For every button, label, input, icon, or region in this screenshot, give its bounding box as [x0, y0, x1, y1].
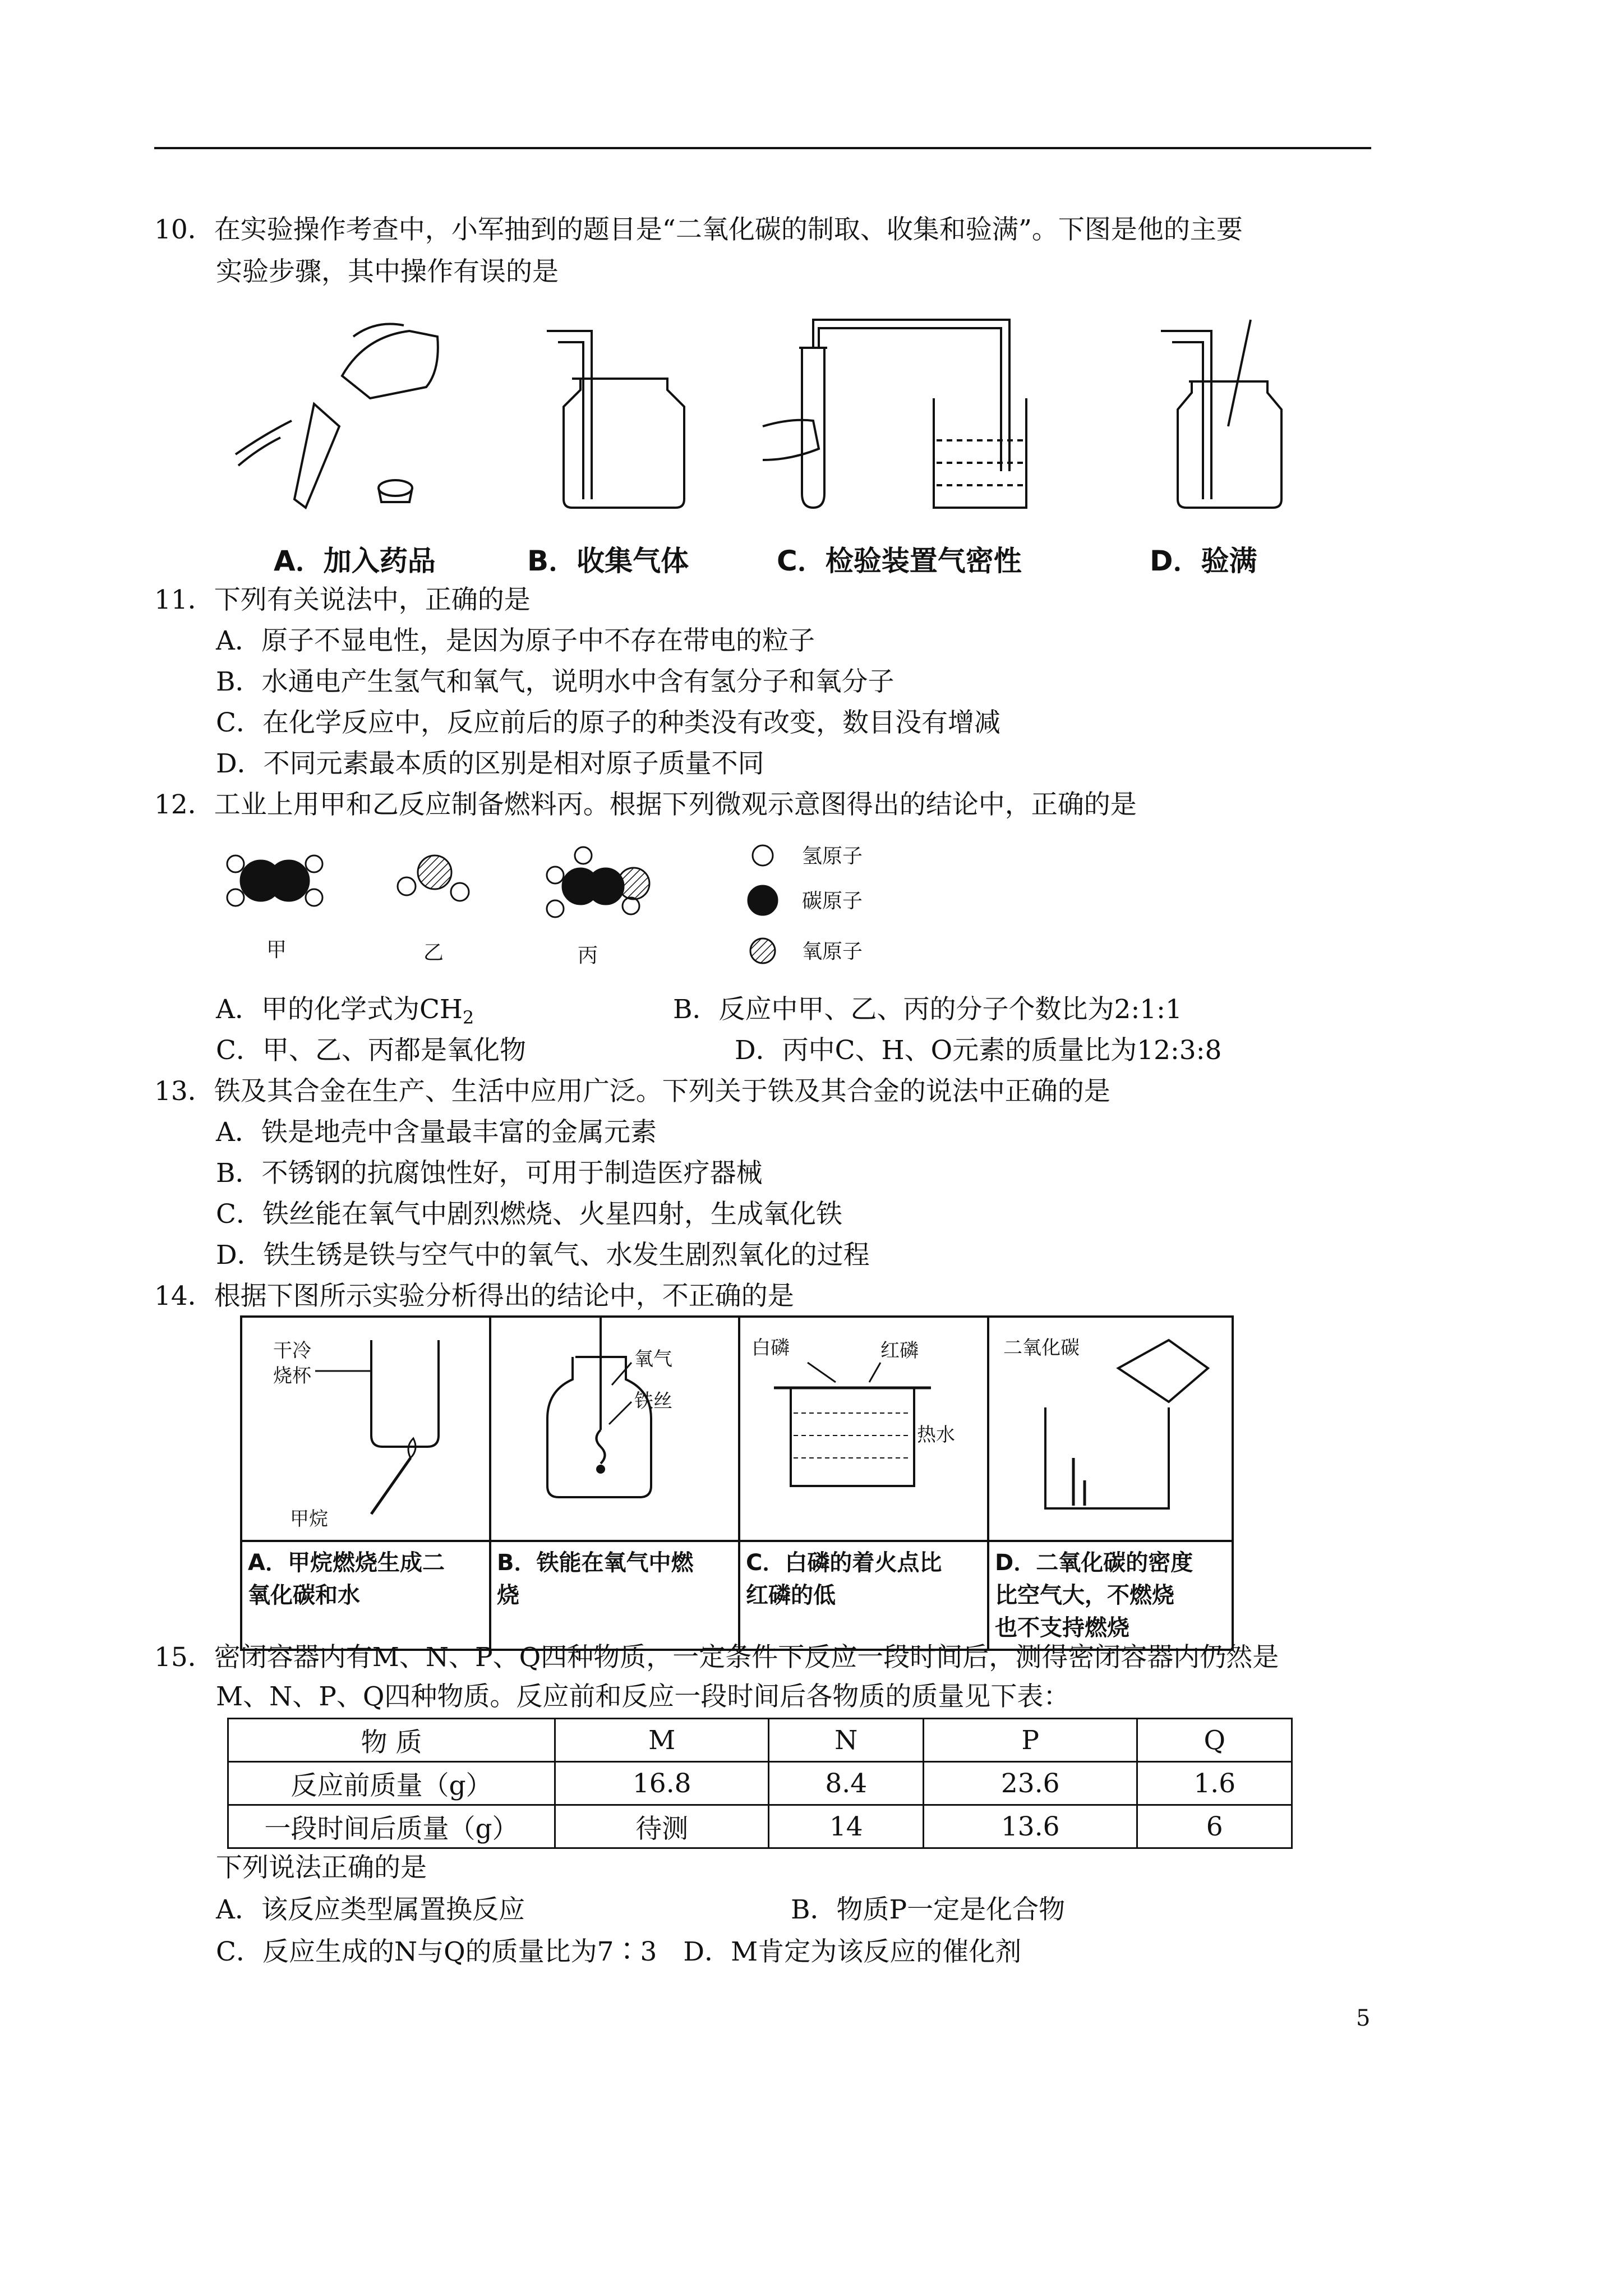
q13-option-b: B．不锈钢的抗腐蚀性好，可用于制造医疗器械 — [216, 1158, 763, 1189]
q10-stem-line2: 实验步骤，其中操作有误的是 — [216, 256, 559, 287]
q14-fig-a-label-methane: 甲烷 — [290, 1508, 328, 1530]
table-cell: 8.4 — [769, 1762, 924, 1805]
q15-prompt: 下列说法正确的是 — [216, 1852, 427, 1883]
q11-stem: 11．下列有关说法中，正确的是 — [154, 585, 531, 615]
q12-option-a: A．甲的化学式为$CH_2$ — [216, 994, 474, 1028]
q11-option-d: D．不同元素最本质的区别是相对原子质量不同 — [216, 748, 764, 779]
q14-fig-b — [490, 1317, 739, 1541]
q12-stem: 12．工业上用甲和乙反应制备燃料丙。根据下列微观示意图得出的结论中，正确的是 — [154, 789, 1137, 820]
q12-molecule-yi — [398, 855, 469, 901]
q15-option-cd: C．反应生成的N与Q的质量比为7∶3 D．M肯定为该反应的催化剂 — [216, 1936, 1022, 1967]
q15-stem-line2: M、N、P、Q四种物质。反应前和反应一段时间后各物质的质量见下表： — [216, 1681, 1070, 1712]
q12-molecule-diagram — [219, 830, 948, 982]
q12-molecule-bing — [547, 847, 649, 917]
q11-option-a: A．原子不显电性，是因为原子中不存在带电的粒子 — [216, 625, 815, 656]
q14-fig-c-label-red-p: 红磷 — [880, 1340, 919, 1362]
q15-option-b: B．物质P一定是化合物 — [791, 1894, 1066, 1925]
q10-label-b: B．收集气体 — [527, 545, 689, 577]
q13-stem: 13．铁及其合金在生产、生活中应用广泛。下列关于铁及其合金的说法中正确的是 — [154, 1076, 1110, 1107]
q12-legend — [748, 845, 777, 963]
q12-label-bing: 丙 — [578, 944, 598, 967]
q14-fig-c-label-hot-water: 热水 — [917, 1424, 955, 1446]
q14-fig-c-label-white-p: 白磷 — [751, 1337, 790, 1359]
table-header-cell: M — [555, 1719, 769, 1762]
q13-option-c: C．铁丝能在氧气中剧烈燃烧、火星四射，生成氧化铁 — [216, 1199, 842, 1230]
q14-experiment-table — [240, 1315, 1234, 1651]
q12-molecule-jia — [227, 855, 322, 906]
page-number: 5 — [1356, 2005, 1371, 2031]
q10-fig-c-airtight-check — [763, 320, 1026, 508]
table-header-cell: N — [769, 1719, 924, 1762]
q14-fig-a-label-beaker: 烧杯 — [273, 1365, 311, 1387]
q14-caption-b: B．铁能在氧气中燃 烧 — [490, 1541, 739, 1650]
q13-option-a: A．铁是地壳中含量最丰富的金属元素 — [216, 1117, 657, 1148]
q14-fig-b-label-iron: 铁丝 — [634, 1390, 672, 1412]
q14-fig-b-label-oxygen: 氧气 — [634, 1348, 672, 1370]
q15-stem-line1: 15．密闭容器内有M、N、P、Q四种物质，一定条件下反应一段时间后，测得密闭容器内仍然是 — [154, 1642, 1279, 1673]
q12-legend-c: 碳原子 — [802, 890, 863, 913]
table-cell: 13.6 — [923, 1805, 1137, 1848]
table-cell: 14 — [769, 1805, 924, 1848]
q14-stem: 14．根据下图所示实验分析得出的结论中，不正确的是 — [154, 1281, 794, 1312]
q14-caption-d: D．二氧化碳的密度 比空气大，不燃烧 也不支持燃烧 — [988, 1541, 1233, 1650]
table-row — [228, 1805, 1292, 1848]
table-cell: 反应前质量（g） — [228, 1762, 555, 1805]
q11-option-c: C．在化学反应中，反应前后的原子的种类没有改变，数目没有增减 — [216, 707, 1000, 738]
table-header-cell: Q — [1137, 1719, 1292, 1762]
q14-fig-d — [988, 1317, 1233, 1541]
q12-label-yi: 乙 — [423, 941, 444, 964]
q12-option-d: D．丙中C、H、O元素的质量比为12:3:8 — [735, 1035, 1222, 1066]
q14-fig-a-label-cold: 干冷 — [273, 1340, 311, 1362]
q12-option-c: C．甲、乙、丙都是氧化物 — [216, 1035, 526, 1066]
table-header-cell: P — [923, 1719, 1137, 1762]
q13-option-d: D．铁生锈是铁与空气中的氧气、水发生剧烈氧化的过程 — [216, 1240, 870, 1271]
table-cell: 一段时间后质量（g） — [228, 1805, 555, 1848]
table-cell: 6 — [1137, 1805, 1292, 1848]
q12-legend-o: 氧原子 — [802, 940, 863, 963]
q14-fig-c — [739, 1317, 988, 1541]
q14-fig-a — [241, 1317, 490, 1541]
q11-option-b: B．水通电产生氢气和氧气，说明水中含有氢分子和氧分子 — [216, 666, 895, 697]
header-rule — [154, 147, 1371, 149]
table-cell: 16.8 — [555, 1762, 769, 1805]
q10-fig-d-full-check — [1161, 320, 1281, 508]
q15-option-a: A．该反应类型属置换反应 — [216, 1894, 525, 1925]
table-cell: 23.6 — [923, 1762, 1137, 1805]
q14-fig-d-label-co2: 二氧化碳 — [1003, 1337, 1080, 1359]
table-cell: 1.6 — [1137, 1762, 1292, 1805]
q10-label-a: A．加入药品 — [274, 545, 436, 577]
q14-caption-c: C．白磷的着火点比 红磷的低 — [739, 1541, 988, 1650]
q15-mass-table — [227, 1718, 1293, 1849]
table-row — [228, 1762, 1292, 1805]
table-row — [228, 1719, 1292, 1762]
table-header-cell: 物 质 — [228, 1719, 555, 1762]
q10-stem-line1: 10．在实验操作考查中，小军抽到的题目是“二氧化碳的制取、收集和验满”。下图是他的主要 — [154, 214, 1243, 245]
q12-option-b: B．反应中甲、乙、丙的分子个数比为2:1:1 — [673, 994, 1182, 1025]
q10-fig-a-add-reagent — [236, 324, 438, 508]
q10-label-d: D．验满 — [1150, 545, 1257, 577]
q10-label-c: C．检验装置气密性 — [777, 545, 1022, 577]
table-cell: 待测 — [555, 1805, 769, 1848]
q14-caption-a: A．甲烷燃烧生成二 氧化碳和水 — [241, 1541, 490, 1650]
q12-legend-h: 氢原子 — [802, 845, 863, 868]
q10-figures — [224, 314, 1290, 550]
q10-fig-b-collect-gas — [547, 331, 684, 508]
q12-label-jia: 甲 — [266, 938, 287, 961]
